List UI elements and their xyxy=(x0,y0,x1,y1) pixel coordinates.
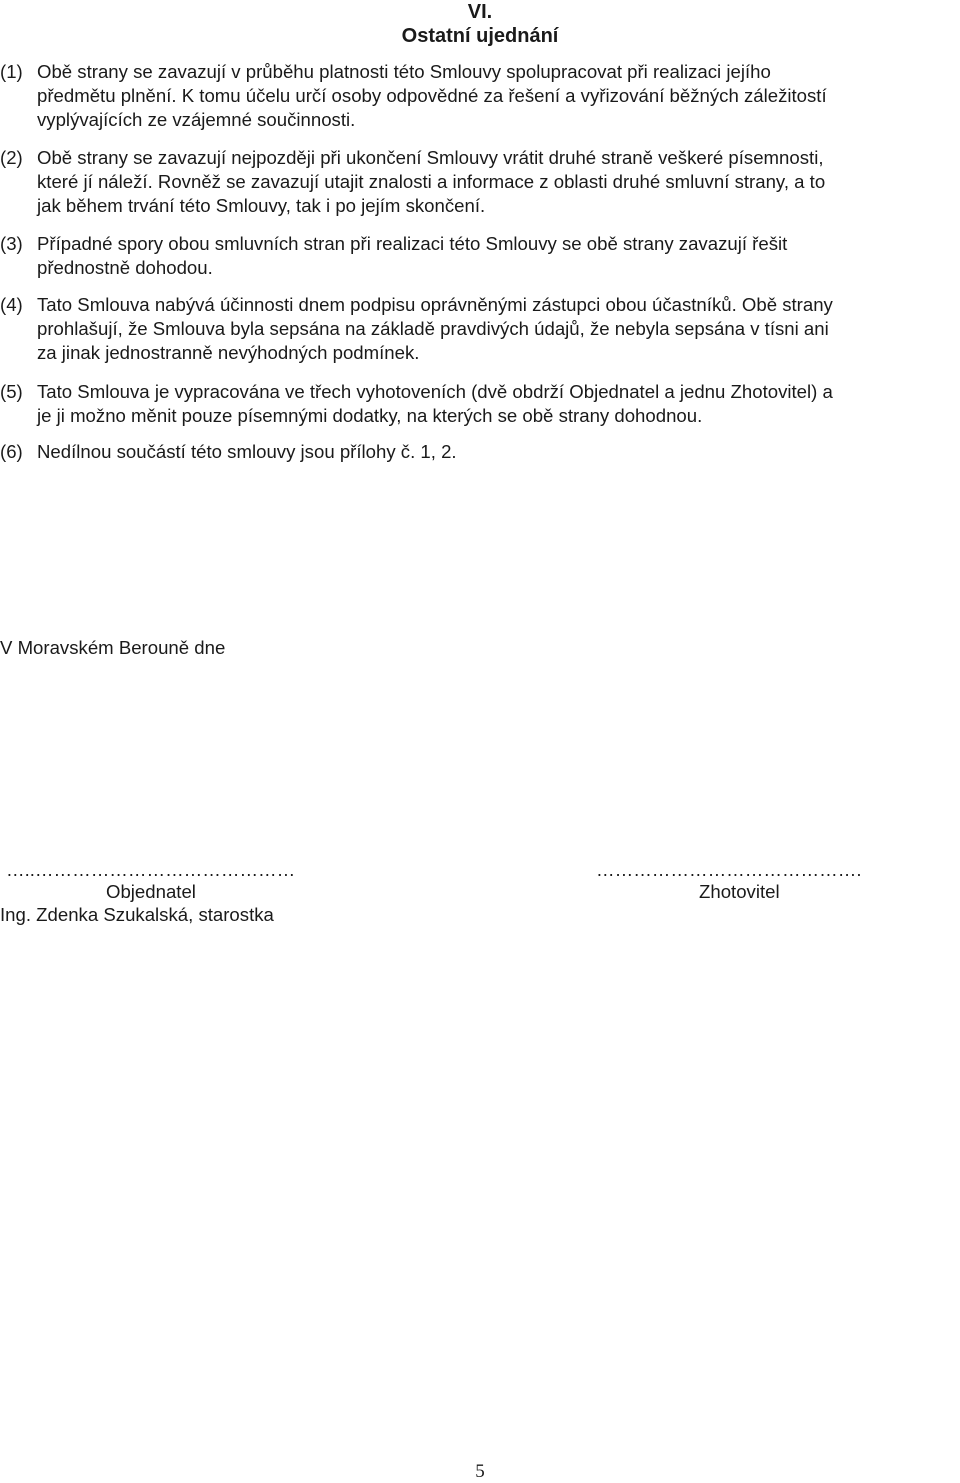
paragraph-5 xyxy=(0,380,956,428)
paragraph-line xyxy=(0,380,956,404)
paragraph-line: prohlašují, že Smlouva byla sepsána na základě pravdivých údajů, že nebyla sepsána v tísni ani xyxy=(37,318,829,339)
paragraph-1 xyxy=(0,60,956,132)
paragraph-line xyxy=(0,146,956,170)
signatory-name-left: Ing. Zdenka Szukalská, starostka xyxy=(0,904,274,925)
paragraph-label: (5) xyxy=(0,381,23,402)
paragraph-text: Obě strany se zavazují v průběhu platnosti této Smlouvy spolupracovat při realizaci jejího xyxy=(37,61,771,82)
signature-line-left: …..…………………………………… xyxy=(6,859,296,880)
paragraph-label: (4) xyxy=(0,294,23,315)
paragraph-label: (2) xyxy=(0,147,23,168)
paragraph-label: (6) xyxy=(0,441,23,462)
paragraph-text: Tato Smlouva je vypracována ve třech vyhotoveních (dvě obdrží Objednatel a jednu Zhotovitel) a xyxy=(37,381,833,402)
paragraph-label: (1) xyxy=(0,61,23,82)
paragraph-line xyxy=(0,232,956,256)
paragraph-line: je ji možno měnit pouze písemnými dodatky, na kterých se obě strany dohodnou. xyxy=(37,405,703,426)
paragraph-3 xyxy=(0,232,956,280)
section-number: VI. xyxy=(467,1,493,23)
paragraph-line: přednostně dohodou. xyxy=(37,257,213,278)
paragraph-line: které jí náleží. Rovněž se zavazují utajit znalosti a informace z oblasti druhé smluvní strany, a to xyxy=(37,171,826,192)
place-and-date: V Moravském Berouně dne xyxy=(0,637,226,658)
paragraph-text: Nedílnou součástí této smlouvy jsou přílohy č. 1, 2. xyxy=(37,441,457,462)
paragraph-text: Tato Smlouva nabývá účinnosti dnem podpisu oprávněnými zástupci obou účastníků. Obě strany xyxy=(37,294,833,315)
paragraph-label: (3) xyxy=(0,233,23,254)
paragraph-text: Obě strany se zavazují nejpozději při ukončení Smlouvy vrátit druhé straně veškeré písemnosti, xyxy=(37,147,824,168)
paragraph-line xyxy=(0,293,956,317)
paragraph-line: za jinak jednostranně nevýhodných podmínek. xyxy=(37,342,420,363)
paragraph-2 xyxy=(0,146,956,218)
paragraph-line: vyplývajících ze vzájemné součinnosti. xyxy=(37,109,356,130)
paragraph-line: předmětu plnění. K tomu účelu určí osoby odpovědné za řešení a vyřizování běžných záležitostí xyxy=(37,85,827,106)
signature-line-right: ……………………………………. xyxy=(596,859,862,880)
signatory-role-left: Objednatel xyxy=(106,881,196,902)
page-number: 5 xyxy=(475,1461,485,1482)
signatory-role-right: Zhotovitel xyxy=(699,881,780,902)
section-title: Ostatní ujednání xyxy=(401,25,559,47)
paragraph-line xyxy=(0,60,956,84)
paragraph-line xyxy=(0,440,956,464)
paragraph-line: jak během trvání této Smlouvy, tak i po jejím skončení. xyxy=(37,195,486,216)
paragraph-text: Případné spory obou smluvních stran při realizaci této Smlouvy se obě strany zavazují řešit xyxy=(37,233,788,254)
paragraph-6 xyxy=(0,440,956,464)
paragraph-4 xyxy=(0,293,956,365)
